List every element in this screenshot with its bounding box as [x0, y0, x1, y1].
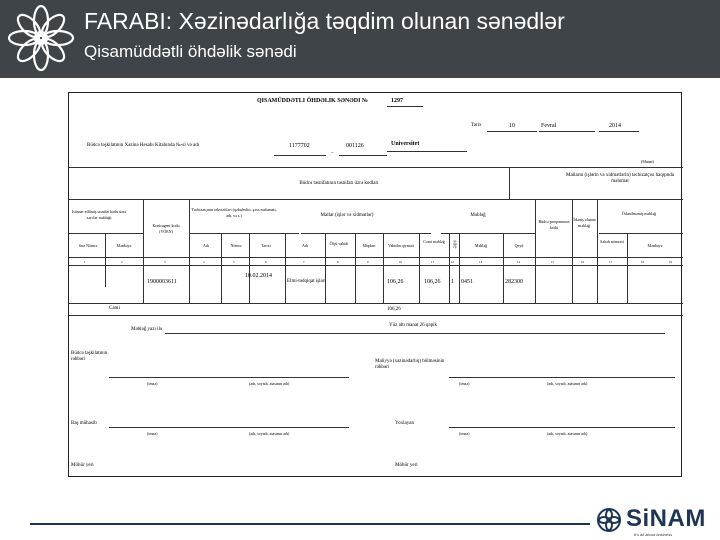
org-code: 1177702: [289, 143, 310, 149]
chief-label: Maliyyə (xəzinədarlıq) bölməsinin rəhbəri: [375, 359, 445, 370]
head-label: Büdcə təşkilatının rəhbəri: [71, 351, 108, 362]
sign-label-4: (imza): [459, 431, 470, 436]
col-code-name: Mənbəyə: [116, 243, 132, 248]
index-9: 9: [367, 260, 369, 264]
sign-label-3: (imza): [147, 431, 158, 436]
col-supplier-no: Nömrə: [230, 243, 242, 248]
index-1: 1: [84, 260, 86, 264]
checker-label: Yoxlayan: [395, 421, 414, 426]
index-18: 18: [641, 260, 644, 264]
row-code: 0451: [461, 279, 473, 285]
col-vat: ƏDV: [452, 239, 458, 249]
index-3: 3: [164, 260, 166, 264]
col-goods-qty: Miqdarı: [362, 243, 376, 248]
index-8: 8: [337, 260, 339, 264]
index-16: 16: [581, 260, 584, 264]
doc-heading: QISAMÜDDƏTLI ÖHDƏLIK SƏNƏDI №: [257, 98, 368, 104]
col-amount-note: Qeyd: [514, 243, 524, 248]
name-label-1: (adı, soyadı, atasının adı): [249, 381, 290, 386]
amount-section-header: Məbləğ: [470, 213, 486, 218]
row-vat-flag: 1: [451, 279, 454, 285]
total-label: Cəmi: [109, 306, 120, 311]
brand-block: [594, 505, 716, 539]
name-label-3: (adı, soyadı, atasının adı): [249, 431, 290, 436]
col-pay-rate: Səbəb nömrəsi: [600, 239, 624, 244]
col-goods-unit: Ölçü vahidi: [329, 241, 349, 246]
sign-label-2: (imza): [459, 381, 470, 386]
col-contract-code: Kontragent kodu (VÖEN): [152, 223, 180, 234]
col-code-num: Sıra Nömrə: [78, 243, 98, 248]
name-label-4: (adı, soyadı, atasının adı): [547, 431, 588, 436]
row-contract-code: 1900003611: [147, 279, 177, 285]
index-12: 12: [451, 260, 454, 264]
col-amount-total: Məbləğ: [474, 243, 488, 248]
footer-divider: [30, 523, 590, 525]
currency-note: (Manat): [641, 159, 654, 164]
date-year: 2014: [609, 123, 621, 129]
seal-left: Möhür yeri: [71, 463, 94, 468]
col-goods-price: Vahidin qiyməti: [388, 243, 414, 248]
index-5: 5: [233, 260, 235, 264]
row-total: 106,26: [424, 279, 441, 285]
row-qty: 106,26: [387, 279, 404, 285]
name-label-2: (adı, soyadı, atasının adı): [547, 381, 588, 386]
budget-class-header: Büdcə təsnifatının təsnifatı üzrə kodları: [299, 181, 379, 186]
index-11: 11: [431, 260, 434, 264]
words-label: Məbləğ yazı ilə: [131, 327, 163, 332]
org-name: Universitet: [391, 141, 420, 147]
org-sub-code: 001126: [346, 143, 364, 149]
org-dash: _: [331, 149, 334, 154]
index-17: 17: [609, 260, 612, 264]
org-label: Büdcə təşkilatının Xəzinə Hesabı Kitabında №-si və adı: [87, 143, 200, 148]
page-subtitle: Qisamüddətli öhdəlik sənədi: [84, 42, 297, 61]
supplier-section-header: Malların (işlərin və xidmətlərin) təchizatçısı haqqında məlumat: [566, 173, 674, 184]
index-2: 2: [121, 260, 123, 264]
index-14: 14: [517, 260, 520, 264]
slide-header: [0, 0, 720, 78]
accountant-label: Baş mühasib: [71, 421, 97, 426]
goods-section-header: Mallar (işlər və xidmətlər): [320, 213, 374, 218]
col-budget-prog: Büdcə proqramının kodu: [538, 219, 570, 230]
brand-name: SiNAM: [626, 505, 706, 532]
col-supplier-group: Təchizatçının rekvizitləri (qəbuledici, şəxs məlumatı, adı, və s.): [191, 207, 277, 218]
col-pay-source: Mənbəyə: [647, 243, 663, 248]
total-value: 106,26: [387, 307, 401, 312]
doc-number: 1297: [391, 98, 403, 104]
col-orgcode-group: Istisnar edilmiş təsnifat kodu üzrə xərclər məbləği: [71, 209, 127, 220]
date-label: Tarix: [471, 123, 482, 128]
index-19: 19: [669, 260, 672, 264]
col-goods-total: Cəmi məbləğ: [423, 239, 445, 244]
index-7: 7: [303, 260, 305, 264]
obligation-document: [68, 92, 682, 477]
seal-right: Möhür yeri: [395, 463, 418, 468]
col-supplier-name: Adı: [203, 243, 209, 248]
row-budget: 282300: [505, 279, 523, 285]
index-4: 4: [203, 260, 205, 264]
words-value: Yüz altı manat 26 qəpik: [389, 323, 438, 328]
col-supplier-date: Tarixi: [261, 243, 271, 248]
farabi-flower-logo-icon: [6, 3, 76, 73]
row-date: 10.02.2014: [245, 273, 272, 279]
brand-tagline: It's all about business: [634, 532, 673, 537]
col-payment-group: Ödənilməmiş məbləğ: [621, 211, 657, 216]
page-title: FARABI: Xəzinədarlığa təqdim olunan sənədlər: [84, 8, 565, 34]
index-10: 10: [399, 260, 402, 264]
index-15: 15: [551, 260, 554, 264]
date-month: Fevral: [541, 123, 557, 129]
index-13: 13: [479, 260, 482, 264]
sign-label-1: (imza): [147, 381, 158, 386]
date-day: 10: [509, 123, 515, 129]
col-payment: Ödəniş olunan məbləğ: [572, 217, 596, 228]
row-goods-name: Elmi-tədqiqat işləri: [287, 279, 326, 284]
col-goods-name: Adı: [302, 243, 308, 248]
sinam-logo-icon: [596, 507, 622, 533]
index-6: 6: [265, 260, 267, 264]
